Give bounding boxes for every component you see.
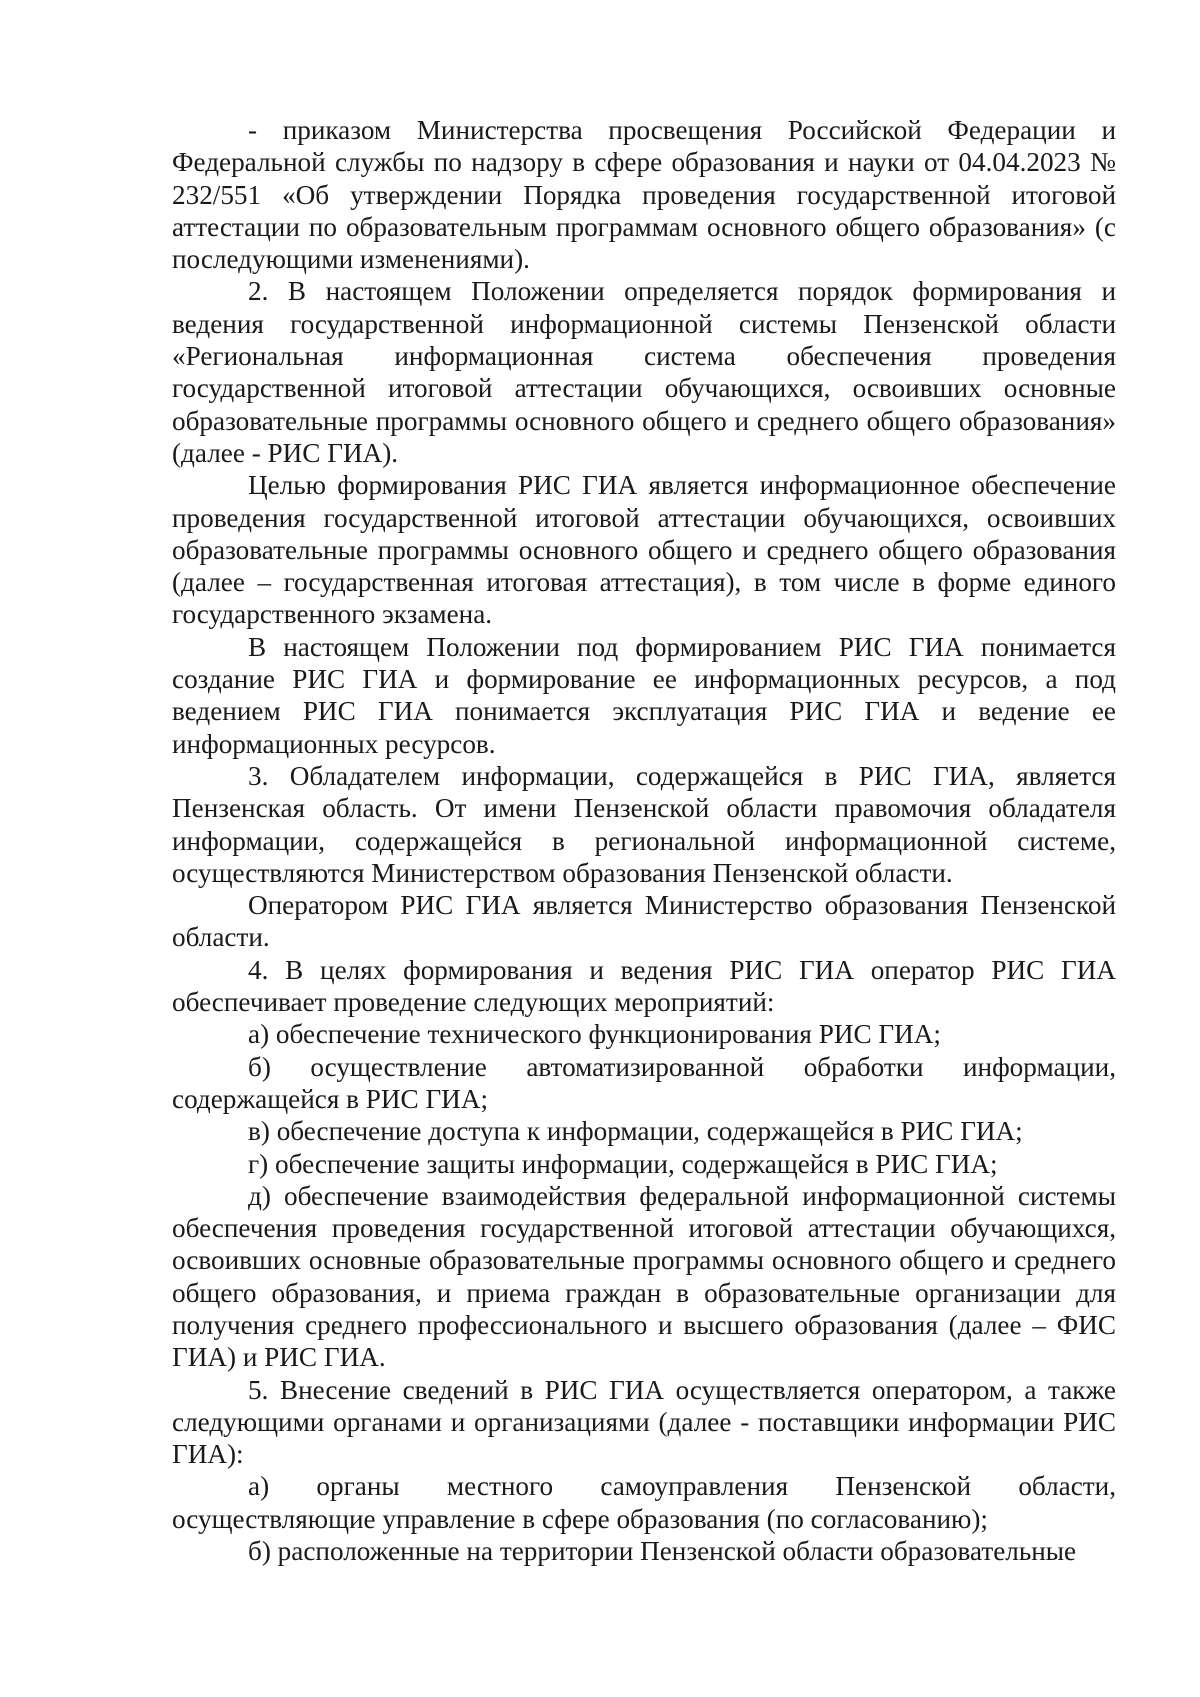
document-body [172, 114, 1116, 1567]
paragraph-3-owner: 3. Обладателем информации, содержащейся в РИС ГИА, является Пензенская область. От имени Пензенской области правомочия обладателя информации, содержащейся в региональной информационной системе, осуществляются Министерством образования Пензенской области. [172, 760, 1116, 888]
list-item-g: г) обеспечение защиты информации, содержащейся в РИС ГИА; [248, 1148, 998, 1179]
paragraph-definition: В настоящем Положении под формированием РИС ГИА понимается создание РИС ГИА и формирование ее информационных ресурсов, а под ведением РИС ГИА понимается эксплуатация РИС ГИА и ведение ее информационных ресурсов. [172, 631, 1116, 759]
paragraph-4-measures: 4. В целях формирования и ведения РИС ГИА оператор РИС ГИА обеспечивает проведение следующих мероприятий: [172, 954, 1116, 1018]
supplier-item-b: б) расположенные на территории Пензенской области образовательные [248, 1536, 1077, 1567]
list-item-a: а) обеспечение технического функционирования РИС ГИА; [248, 1019, 941, 1050]
list-item-v: в) обеспечение доступа к информации, содержащейся в РИС ГИА; [248, 1116, 1023, 1147]
paragraph-2-scope: 2. В настоящем Положении определяется порядок формирования и ведения государственной информационной системы Пензенской области «Региональная информационная система обеспечения проведения государственной итоговой аттестации обучающихся, освоивших основные образовательные программы основного общего и среднего общего образования» (далее - РИС ГИА). [172, 276, 1116, 468]
paragraph-5-suppliers: 5. Внесение сведений в РИС ГИА осуществляется оператором, а также следующими органами и организациями (далее - поставщики информации РИС ГИА): [172, 1374, 1116, 1470]
paragraph-purpose: Целью формирования РИС ГИА является информационное обеспечение проведения государственной итоговой аттестации обучающихся, освоивших образовательные программы основного общего и среднего общего образования (далее – государственная итоговая аттестация), в том числе в форме единого государственного экзамена. [172, 470, 1116, 630]
paragraph-operator: Оператором РИС ГИА является Министерство образования Пензенской области. [172, 890, 1116, 953]
supplier-item-a: а) органы местного самоуправления Пензенской области, осуществляющие управление в сфере образования (по согласованию); [172, 1471, 1116, 1534]
list-item-d: д) обеспечение взаимодействия федеральной информационной системы обеспечения проведения государственной итоговой аттестации обучающихся, освоивших основные образовательные программы основного общего и среднего общего образования, и приема граждан в образовательные организации для получения среднего профессионального и высшего образования (далее – ФИС ГИА) и РИС ГИА. [172, 1180, 1116, 1373]
paragraph-order-reference: - приказом Министерства просвещения Российской Федерации и Федеральной службы по надзору в сфере образования и науки от 04.04.2023 № 232/551 «Об утверждении Порядка проведения государственной итоговой аттестации по образовательным программам основного общего образования» (с последующими изменениями). [172, 115, 1116, 275]
list-item-b: б) осуществление автоматизированной обработки информации, содержащейся в РИС ГИА; [172, 1051, 1116, 1114]
